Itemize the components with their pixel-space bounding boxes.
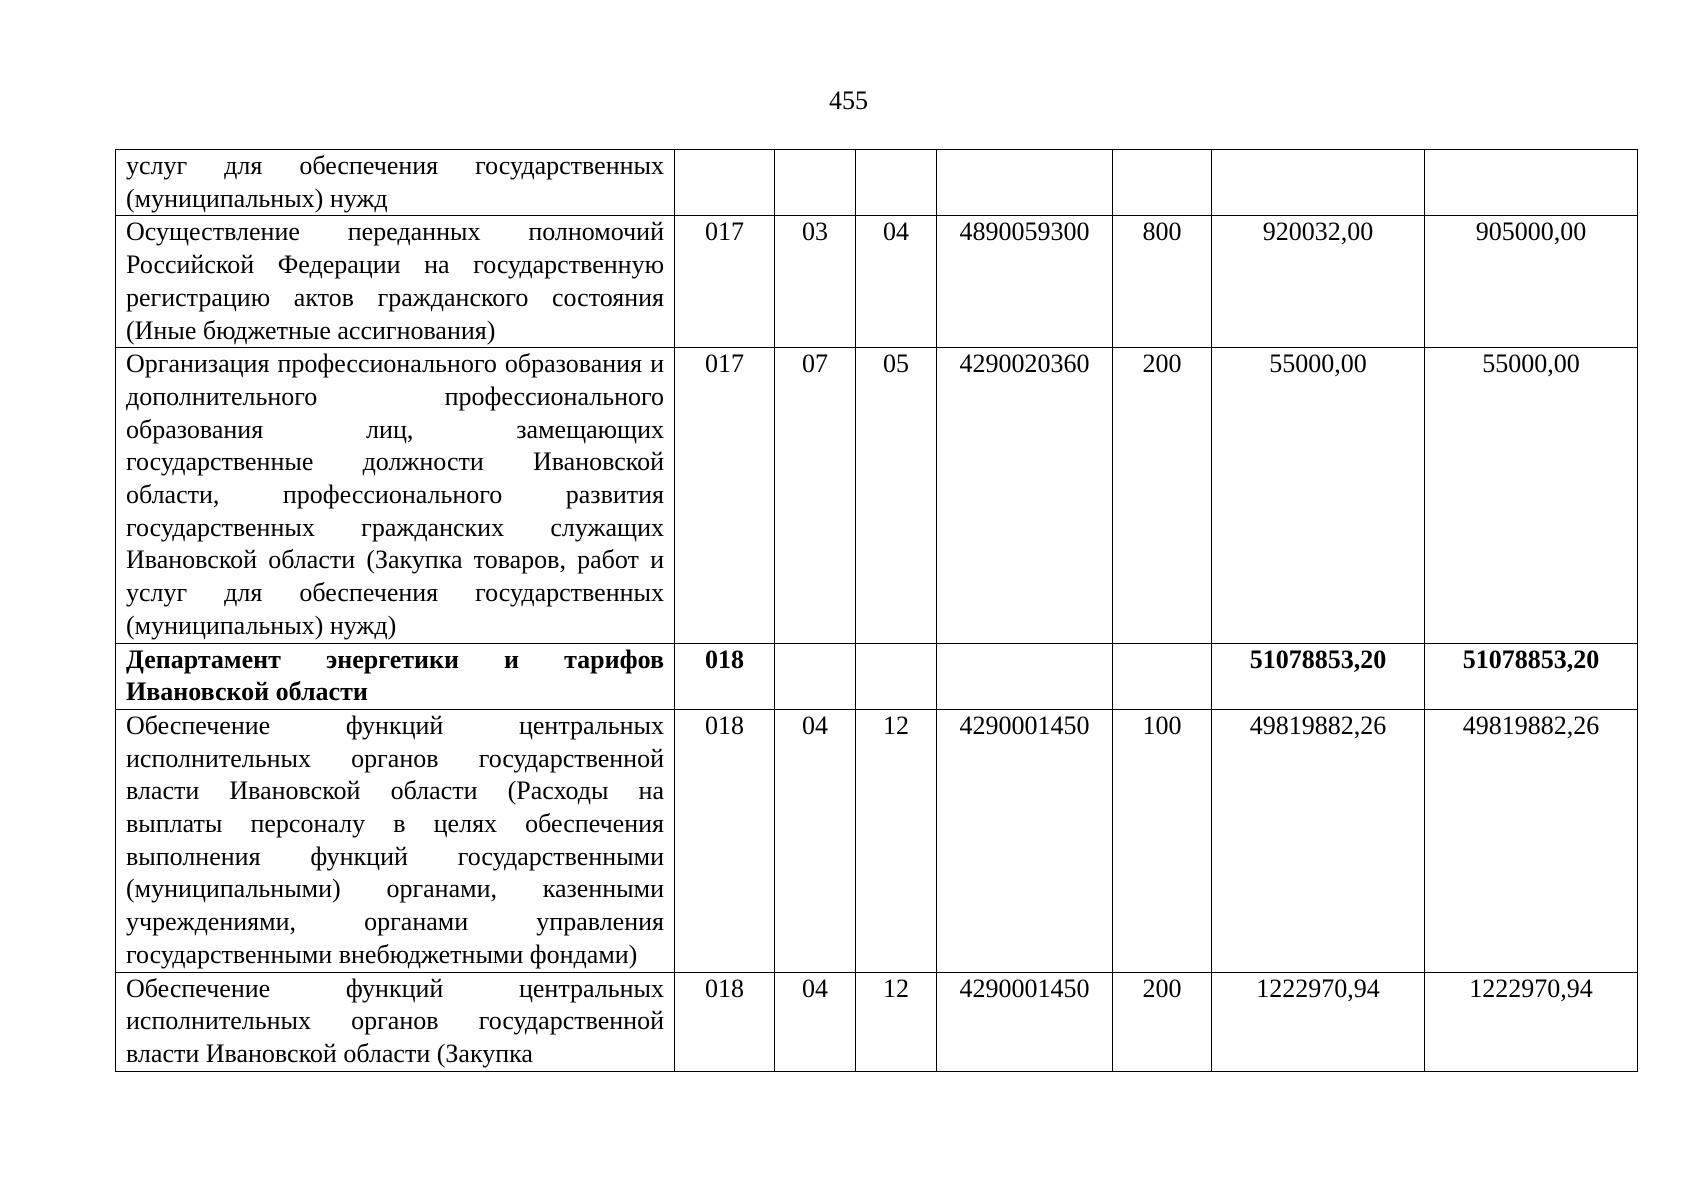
table-row [116, 972, 1638, 1071]
row-name-cell: Обеспечение функций центральных исполнительных органов государственной власти Ивановской области (Закупка [116, 972, 675, 1071]
row-sum1-cell: 51078853,20 [1212, 643, 1425, 709]
row-name-cell: Обеспечение функций центральных исполнительных органов государственной власти Ивановской области (Расходы на выплаты персоналу в целях обеспечения выполнения функций государственными (муниципальными) органами, казенными учреждениями, органами управления государственными внебюджетными фондами) [116, 709, 675, 972]
row-subsection-cell: 12 [856, 709, 937, 972]
row-code-cell: 018 [675, 643, 775, 709]
row-name-cell: Организация профессионального образования и дополнительного профессионального образования лиц, замещающих государственные должности Ивановской области, профессионального развития государственных гражданских служащих Ивановской области (Закупка товаров, работ и услуг для обеспечения государственных (муниципальных) нужд) [116, 348, 675, 643]
row-sum1-cell [1212, 150, 1425, 216]
row-sum2-cell: 1222970,94 [1425, 972, 1638, 1071]
budget-table [115, 149, 1638, 1072]
row-type-cell [1113, 643, 1212, 709]
row-sum2-cell: 905000,00 [1425, 216, 1638, 348]
row-subsection-cell [856, 150, 937, 216]
table-row [116, 216, 1638, 348]
row-code-cell: 018 [675, 709, 775, 972]
row-type-cell: 200 [1113, 972, 1212, 1071]
row-type-cell [1113, 150, 1212, 216]
table-row [116, 348, 1638, 643]
row-sum1-cell: 1222970,94 [1212, 972, 1425, 1071]
row-sum2-cell: 49819882,26 [1425, 709, 1638, 972]
row-section-cell [775, 150, 856, 216]
row-sum2-cell: 51078853,20 [1425, 643, 1638, 709]
row-subsection-cell: 05 [856, 348, 937, 643]
row-subsection-cell [856, 643, 937, 709]
row-sum2-cell: 55000,00 [1425, 348, 1638, 643]
row-target-cell: 4290020360 [937, 348, 1113, 643]
row-target-cell [937, 150, 1113, 216]
row-code-cell [675, 150, 775, 216]
row-subsection-cell: 04 [856, 216, 937, 348]
row-sum1-cell: 920032,00 [1212, 216, 1425, 348]
row-sum1-cell: 55000,00 [1212, 348, 1425, 643]
row-type-cell: 200 [1113, 348, 1212, 643]
row-target-cell: 4290001450 [937, 709, 1113, 972]
row-section-cell: 04 [775, 709, 856, 972]
row-sum2-cell [1425, 150, 1638, 216]
row-name-cell: услуг для обеспечения государственных (муниципальных) нужд [116, 150, 675, 216]
row-name-cell: Осуществление переданных полномочий Российской Федерации на государственную регистрацию актов гражданского состояния (Иные бюджетные ассигнования) [116, 216, 675, 348]
table-row [116, 150, 1638, 216]
row-target-cell: 4290001450 [937, 972, 1113, 1071]
row-code-cell: 018 [675, 972, 775, 1071]
row-name-cell: Департамент энергетики и тарифов Ивановской области [116, 643, 675, 709]
row-type-cell: 800 [1113, 216, 1212, 348]
table-row [116, 643, 1638, 709]
table-body [116, 150, 1638, 1072]
row-target-cell [937, 643, 1113, 709]
row-target-cell: 4890059300 [937, 216, 1113, 348]
row-subsection-cell: 12 [856, 972, 937, 1071]
row-type-cell: 100 [1113, 709, 1212, 972]
row-section-cell: 07 [775, 348, 856, 643]
row-section-cell: 04 [775, 972, 856, 1071]
table-row [116, 709, 1638, 972]
row-code-cell: 017 [675, 348, 775, 643]
row-code-cell: 017 [675, 216, 775, 348]
row-sum1-cell: 49819882,26 [1212, 709, 1425, 972]
page-number: 455 [829, 86, 868, 115]
row-section-cell: 03 [775, 216, 856, 348]
row-section-cell [775, 643, 856, 709]
